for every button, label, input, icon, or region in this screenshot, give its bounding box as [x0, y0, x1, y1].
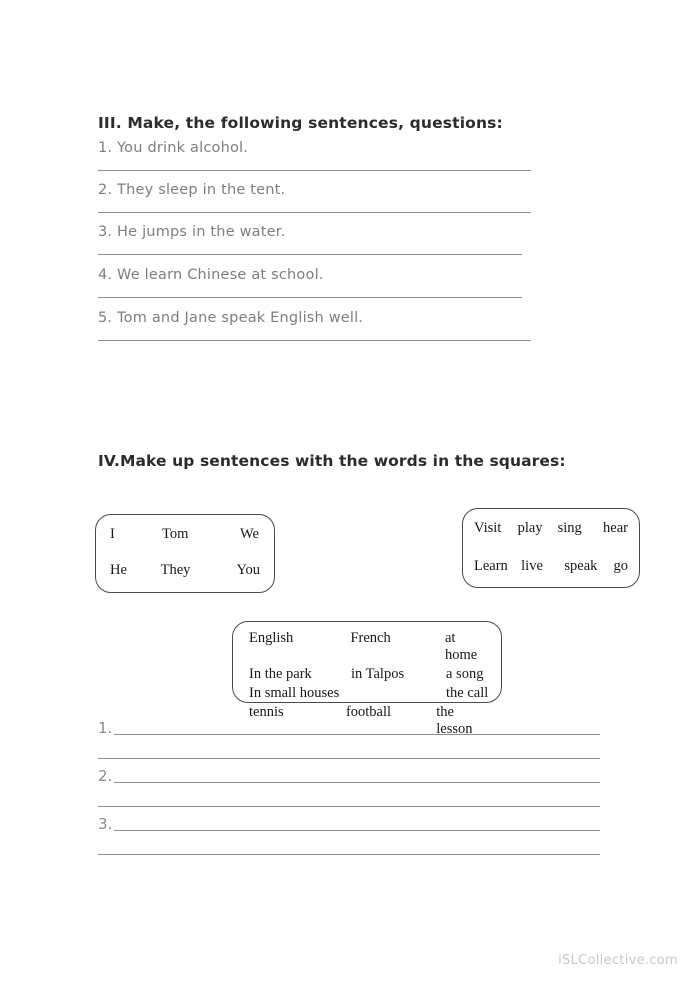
question-text-5: 5. Tom and Jane speak English well.	[98, 310, 364, 326]
question-item-2	[98, 180, 618, 213]
section-four-heading: IV.Make up sentences with the words in the squares:	[98, 452, 566, 470]
answer-rule-1[interactable]	[98, 170, 531, 171]
answer-write-line-3a[interactable]	[114, 830, 600, 831]
word-cell	[351, 685, 446, 702]
word-box-verbs	[462, 508, 640, 588]
word-cell: go	[613, 558, 628, 574]
question-item-5	[98, 308, 618, 341]
word-cell: the call	[446, 685, 489, 701]
word-box-row	[110, 562, 260, 578]
answer-block-2	[98, 768, 600, 807]
answer-rule-4[interactable]	[98, 297, 522, 298]
answer-write-line-3b[interactable]	[98, 854, 600, 855]
word-box-phrases	[232, 621, 502, 737]
word-box-pronouns	[95, 514, 275, 593]
word-cell: French	[350, 630, 391, 646]
word-cell: Learn	[474, 558, 508, 574]
question-text-4: 4. We learn Chinese at school.	[98, 267, 324, 283]
question-text-1: 1. You drink alcohol.	[98, 140, 249, 156]
word-cell: He	[110, 562, 127, 578]
question-text-3: 3. He jumps in the water.	[98, 224, 286, 240]
word-cell: hear	[603, 520, 628, 536]
word-cell: English	[249, 630, 294, 646]
word-cell: play	[517, 520, 543, 536]
answer-rule-3[interactable]	[98, 254, 522, 255]
word-cell: speak	[564, 558, 598, 574]
answer-block-1	[98, 720, 600, 759]
word-box-row	[110, 526, 260, 542]
question-text-2: 2. They sleep in the tent.	[98, 182, 286, 198]
question-item-1	[98, 138, 618, 171]
word-cell: football	[345, 704, 392, 720]
word-cell: In small houses	[249, 685, 340, 701]
word-box-row	[474, 558, 628, 574]
answer-write-line-2b[interactable]	[98, 806, 600, 807]
answer-number-3: 3.	[98, 815, 113, 833]
word-cell: You	[236, 562, 260, 578]
word-cell: in Talpos	[351, 666, 405, 682]
word-cell: a song	[446, 666, 484, 682]
answer-line-row-3	[98, 816, 600, 833]
answer-write-line-1b[interactable]	[98, 758, 600, 759]
answer-number-1: 1.	[98, 719, 113, 737]
answer-rule-2[interactable]	[98, 212, 531, 213]
word-cell: We	[240, 526, 259, 542]
word-cell: They	[160, 562, 191, 578]
word-cell: Visit	[474, 520, 502, 536]
word-box-row	[249, 685, 491, 702]
question-item-4	[98, 265, 618, 298]
section-three	[98, 113, 618, 341]
word-cell: at home	[444, 630, 478, 663]
answer-lines-group	[98, 720, 600, 864]
answer-rule-5[interactable]	[98, 340, 531, 341]
word-cell: I	[110, 526, 115, 542]
question-item-3	[98, 222, 618, 255]
answer-line-row-2	[98, 768, 600, 785]
word-box-row	[249, 630, 491, 664]
site-watermark: iSLCollective.com	[558, 953, 678, 968]
answer-write-line-1a[interactable]	[114, 734, 600, 735]
word-cell: tennis	[249, 704, 284, 720]
word-box-row	[474, 520, 628, 536]
answer-line-row-1	[98, 720, 600, 737]
word-cell: the lesson	[436, 704, 473, 737]
section-three-heading: III. Make, the following sentences, questions:	[98, 114, 503, 132]
word-cell: live	[521, 558, 543, 574]
word-cell: sing	[557, 520, 582, 536]
word-box-row	[249, 666, 491, 683]
answer-write-line-2a[interactable]	[114, 782, 600, 783]
answer-block-3	[98, 816, 600, 855]
word-cell: In the park	[249, 666, 312, 682]
word-cell: Tom	[162, 526, 189, 542]
answer-number-2: 2.	[98, 767, 113, 785]
